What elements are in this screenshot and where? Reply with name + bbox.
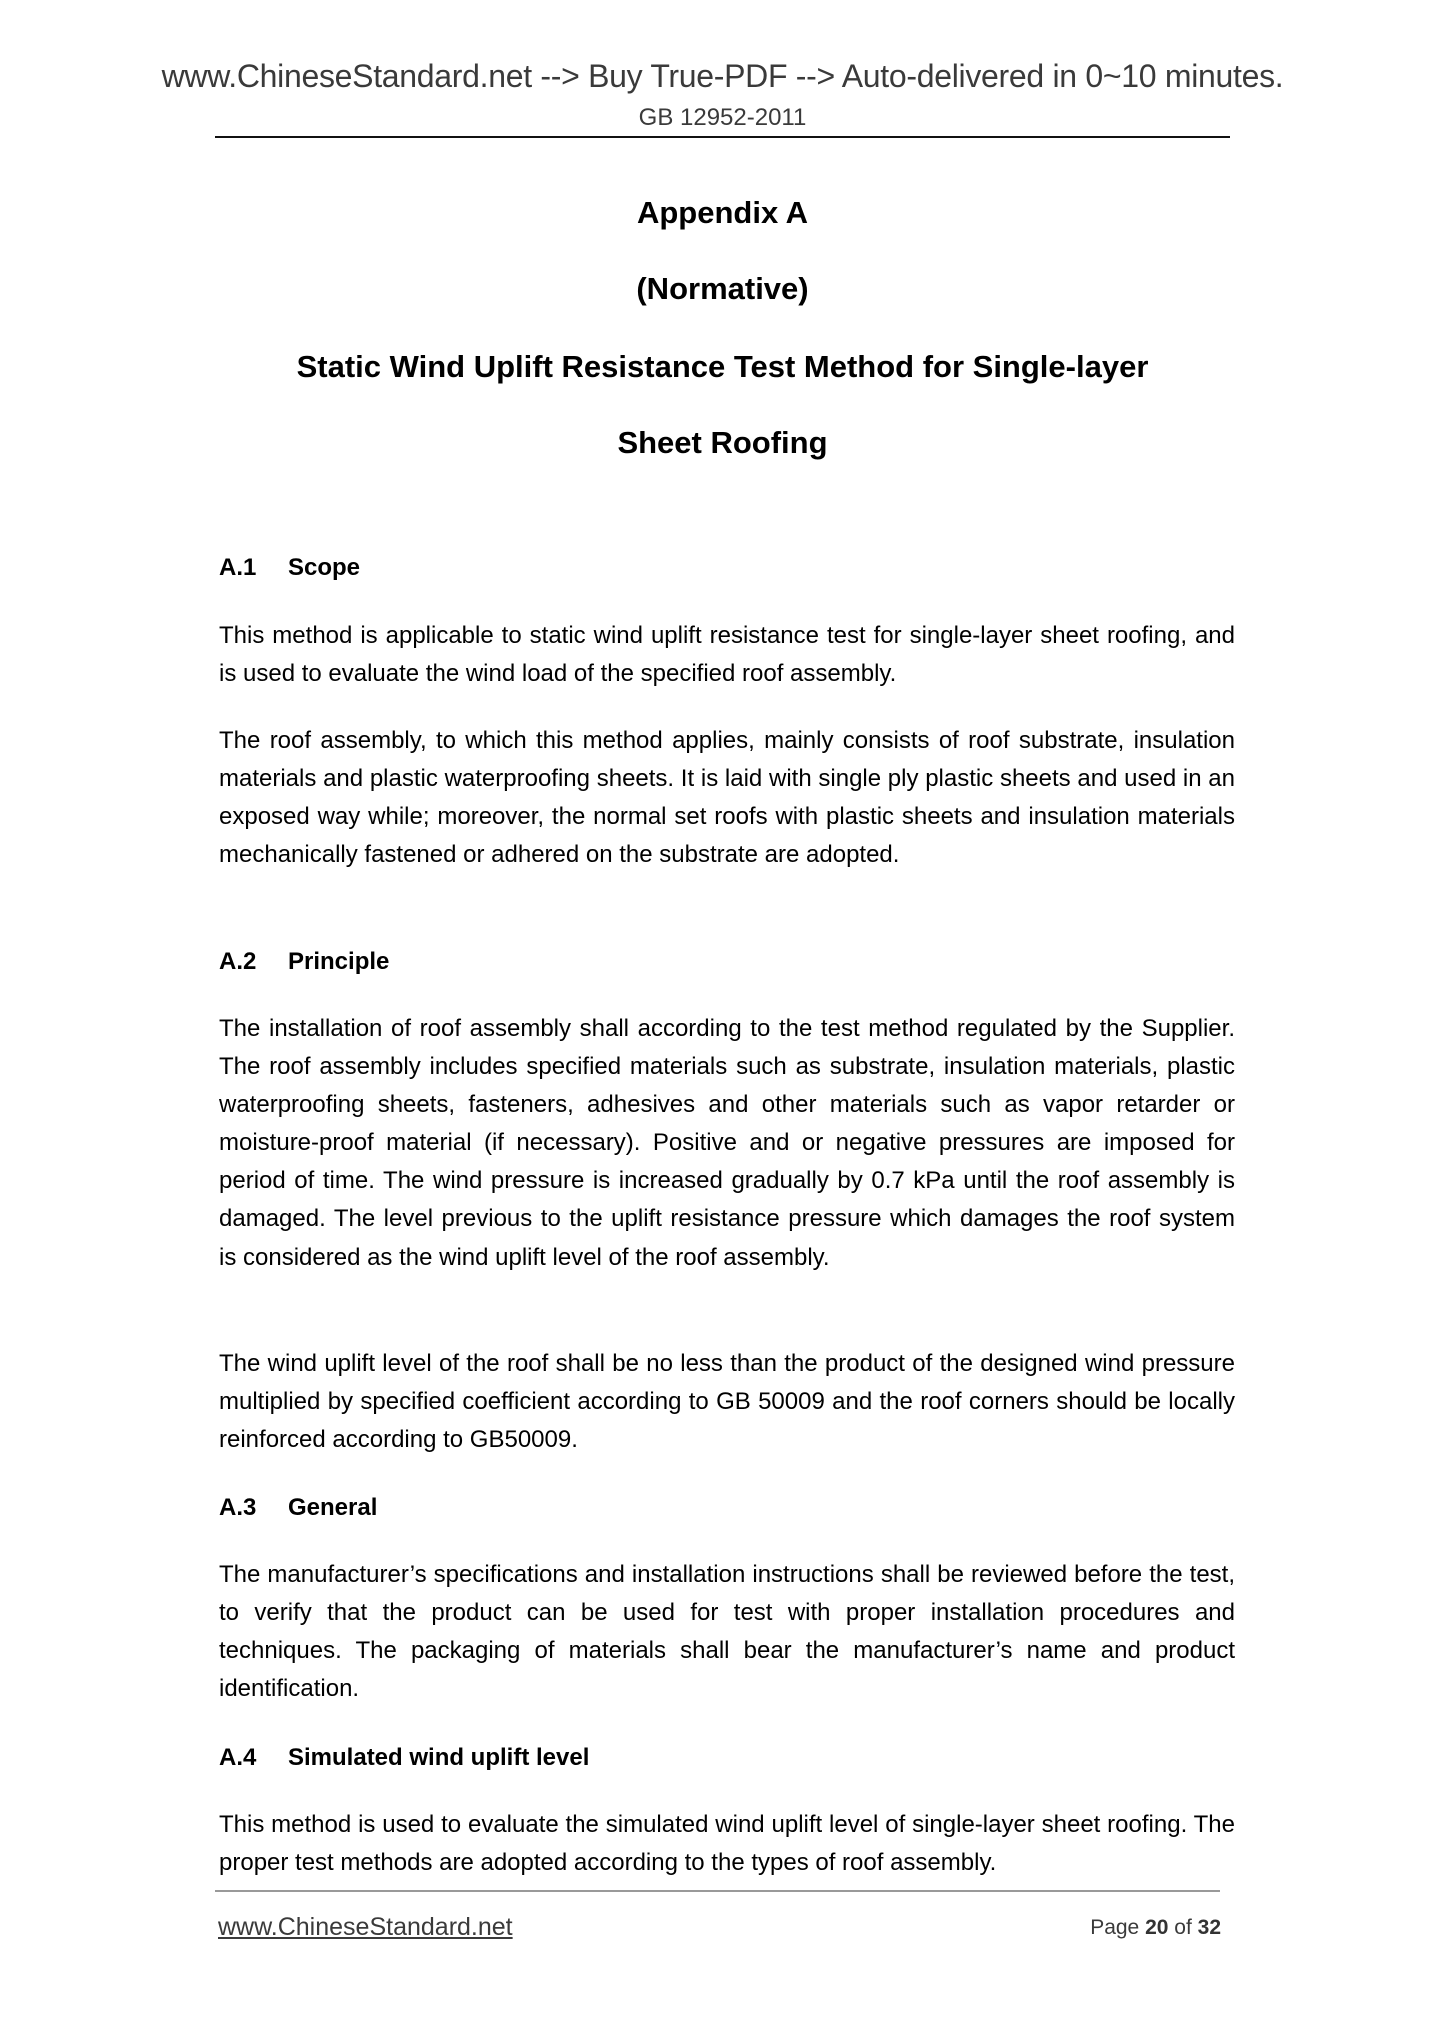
page-current: 20 xyxy=(1145,1916,1169,1939)
paragraph: The wind uplift level of the roof shall be no less than the product of the designed wind pressure multiplied by specified coefficient according to GB 50009 and the roof corners should be locally reinforced according to GB50009. xyxy=(219,1350,1235,1454)
footer-website-link[interactable]: www.ChineseStandard.net xyxy=(218,1913,513,1941)
page-indicator xyxy=(1090,1916,1221,1940)
paragraph: This method is applicable to static wind uplift resistance test for single-layer sheet roofing, and is used to evaluate the wind load of the specified roof assembly. xyxy=(219,622,1235,688)
appendix-heading-line1: Static Wind Uplift Resistance Test Method for Single-layer xyxy=(296,349,1149,384)
section-title: Scope xyxy=(288,554,361,581)
page-of-label: of xyxy=(1174,1916,1192,1939)
page-label: Page xyxy=(1090,1916,1140,1939)
paragraph: The manufacturer’s specifications and installation instructions shall be reviewed before the test, to verify that the product can be used for test with proper installation procedures and techniques. The packaging of materials shall bear the manufacturer’s name and product identification. xyxy=(219,1561,1235,1703)
header-banner: www.ChineseStandard.net --> Buy True-PDF --> Auto-delivered in 0~10 minutes. xyxy=(161,58,1284,94)
paragraph: This method is used to evaluate the simulated wind uplift level of single-layer sheet roofing. The proper test methods are adopted according to the types of roof assembly. xyxy=(219,1811,1235,1877)
paragraph: The roof assembly, to which this method applies, mainly consists of roof substrate, insulation materials and plastic waterproofing sheets. It is laid with single ply plastic sheets and used in an exposed way while; moreover, the normal set roofs with plastic sheets and insulation materials mechanically fastened or adhered on the substrate are adopted. xyxy=(219,727,1235,869)
section-number: A.3 xyxy=(219,1494,257,1521)
appendix-heading-line2: Sheet Roofing xyxy=(617,425,828,460)
paragraph: The installation of roof assembly shall according to the test method regulated by the Supplier. The roof assembly includes specified materials such as substrate, insulation materials, plastic waterproofing sheets, fasteners, adhesives and other materials such as vapor retarder or moisture-proof material (if necessary). Positive and or negative pressures are imposed for period of time. The wind pressure is increased gradually by 0.7 kPa until the roof assembly is damaged. The level previous to the uplift resistance pressure which damages the roof system is considered as the wind uplift level of the roof assembly. xyxy=(219,1015,1235,1271)
section-heading-a3 xyxy=(219,1494,377,1522)
footer-divider xyxy=(215,1890,1220,1892)
section-title: Principle xyxy=(288,948,390,975)
page-total: 32 xyxy=(1197,1916,1221,1939)
appendix-type: (Normative) xyxy=(636,271,809,306)
section-number: A.1 xyxy=(219,554,257,581)
section-heading-a2 xyxy=(219,948,389,976)
header-divider xyxy=(215,136,1230,138)
section-title: General xyxy=(288,1494,378,1521)
appendix-title: Appendix A xyxy=(636,195,809,230)
section-number: A.4 xyxy=(219,1744,257,1771)
section-heading-a4 xyxy=(219,1744,589,1772)
section-heading-a1 xyxy=(219,554,360,582)
section-title: Simulated wind uplift level xyxy=(288,1744,590,1771)
section-number: A.2 xyxy=(219,948,257,975)
standard-number: GB 12952-2011 xyxy=(638,104,807,131)
